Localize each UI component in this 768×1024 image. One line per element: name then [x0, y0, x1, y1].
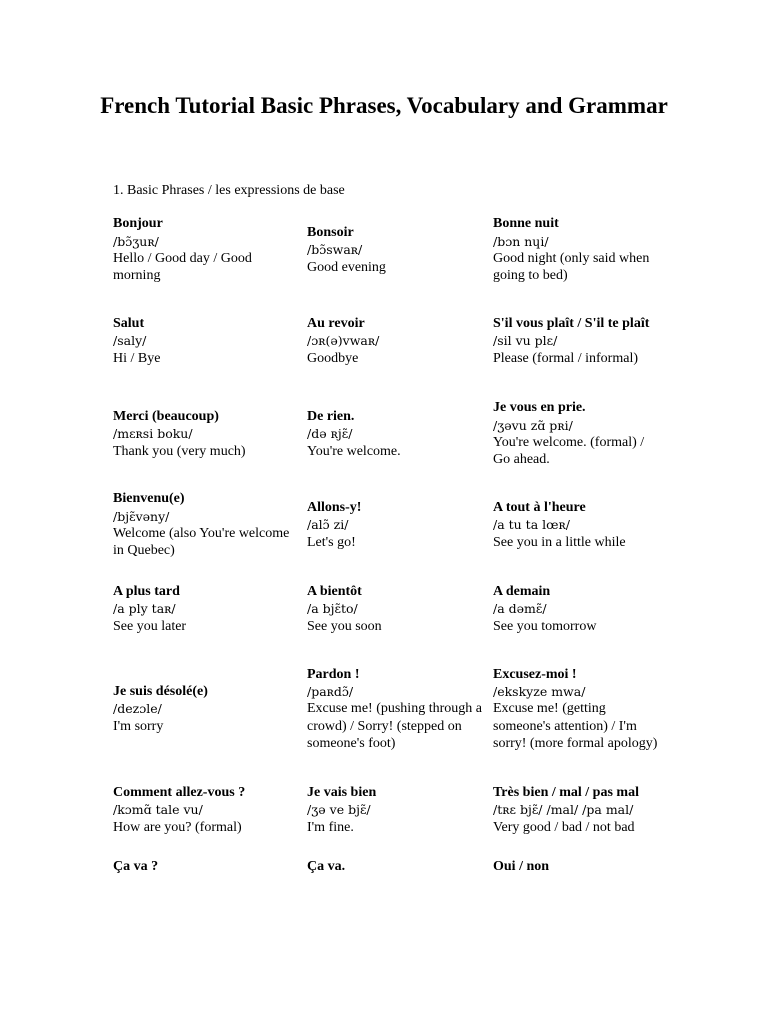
phrase-cell [113, 214, 293, 286]
phrase-term: A plus tard [113, 584, 180, 600]
phrase-meaning: Thank you (very much) [113, 443, 246, 459]
section-heading: 1. Basic Phrases / les expressions de base [113, 183, 345, 198]
phrase-cell [307, 214, 482, 286]
phrase-term: De rien. [307, 409, 355, 425]
page-title: French Tutorial Basic Phrases, Vocabulary and Grammar [100, 93, 668, 118]
phrase-term: Bonne nuit [493, 216, 559, 232]
phrase-meaning: Very good / bad / not bad [493, 819, 635, 835]
phrase-meaning: Let's go! [307, 534, 356, 550]
phrase-term: Très bien / mal / pas mal [493, 785, 639, 801]
phrase-cell [113, 305, 293, 377]
phrase-term: Je vais bien [307, 785, 377, 801]
phrase-term: Merci (beaucoup) [113, 409, 219, 425]
phrase-term: A bientôt [307, 584, 362, 600]
phrase-meaning: See you soon [307, 618, 382, 634]
phrase-pronunciation: /tʀɛ bjɛ̃/ /mal/ /pa mal/ [493, 802, 634, 818]
phrase-cell [307, 398, 482, 470]
phrase-cell [493, 582, 663, 636]
table-row [0, 305, 768, 377]
table-row [0, 858, 768, 876]
phrase-cell [493, 398, 663, 470]
phrase-term: Ça va. [307, 859, 346, 875]
phrase-pronunciation: /bɔn nɥi/ [493, 233, 549, 249]
phrase-meaning: Welcome (also You're welcome in Quebec) [113, 526, 290, 559]
phrase-pronunciation: /ʒə ve bjɛ̃/ [307, 802, 371, 818]
phrase-cell [113, 489, 293, 561]
phrase-cell [493, 656, 663, 762]
phrase-cell [307, 783, 482, 837]
phrase-pronunciation: /mɛʀsi boku/ [113, 426, 193, 442]
phrase-term: Oui / non [493, 859, 550, 875]
phrase-meaning: Good night (only said when going to bed) [493, 251, 650, 284]
phrase-meaning: See you tomorrow [493, 618, 597, 634]
phrase-meaning: See you later [113, 618, 187, 634]
phrase-term: A tout à l'heure [493, 500, 586, 516]
phrase-meaning: I'm fine. [307, 819, 354, 835]
phrase-term: Pardon ! [307, 666, 360, 682]
phrase-term: Salut [113, 316, 145, 332]
table-row [0, 656, 768, 762]
phrase-cell [113, 858, 293, 876]
phrase-meaning: See you in a little while [493, 534, 626, 550]
phrase-term: Je vous en prie. [493, 400, 586, 416]
phrase-meaning: Hi / Bye [113, 350, 161, 366]
phrase-meaning: Please (formal / informal) [493, 350, 639, 366]
phrase-pronunciation: /paʀdɔ̃/ [307, 684, 354, 700]
phrase-cell [307, 582, 482, 636]
phrase-cell [493, 783, 663, 837]
phrase-pronunciation: /alɔ̃ zi/ [307, 517, 349, 533]
phrase-term: S'il vous plaît / S'il te plaît [493, 316, 650, 332]
phrase-term: Bienvenu(e) [113, 491, 185, 507]
phrase-cell [113, 656, 293, 762]
phrase-meaning: Good evening [307, 259, 386, 275]
phrase-cell [113, 398, 293, 470]
phrase-pronunciation: /saly/ [113, 333, 147, 349]
table-row [0, 398, 768, 470]
table-row [0, 214, 768, 286]
phrase-pronunciation: /a bjɛ̃to/ [307, 601, 358, 617]
phrase-pronunciation: /a ply taʀ/ [113, 601, 176, 617]
phrase-meaning: Hello / Good day / Good morning [113, 251, 252, 284]
phrase-meaning: Excuse me! (getting someone's attention) / I'm sorry! (more formal apology) [493, 701, 658, 751]
phrase-cell [307, 489, 482, 561]
phrase-term: Bonjour [113, 216, 163, 232]
phrase-cell [307, 656, 482, 762]
phrase-term: A demain [493, 584, 551, 600]
phrase-term: Au revoir [307, 316, 365, 332]
phrase-meaning: I'm sorry [113, 718, 164, 734]
phrase-meaning: Excuse me! (pushing through a crowd) / Sorry! (stepped on someone's foot) [307, 701, 482, 751]
phrase-term: Comment allez-vous ? [113, 785, 246, 801]
phrase-cell [307, 305, 482, 377]
phrase-cell [493, 305, 663, 377]
phrase-meaning: How are you? (formal) [113, 819, 242, 835]
phrase-meaning: You're welcome. [307, 443, 401, 459]
phrase-term: Allons-y! [307, 500, 362, 516]
phrase-pronunciation: /sil vu plɛ/ [493, 333, 558, 349]
phrase-term: Je suis désolé(e) [113, 684, 208, 700]
phrase-pronunciation: /ʒəvu zɑ̃ pʀi/ [493, 417, 573, 433]
table-row [0, 582, 768, 636]
table-row [0, 489, 768, 561]
phrase-term: Excusez-moi ! [493, 666, 577, 682]
phrase-pronunciation: /də ʀjɛ̃/ [307, 426, 353, 442]
phrase-cell [113, 783, 293, 837]
phrase-pronunciation: /a tu ta lœʀ/ [493, 517, 570, 533]
phrase-cell [493, 489, 663, 561]
phrase-pronunciation: /bɔ̃swaʀ/ [307, 242, 363, 258]
table-row [0, 783, 768, 837]
phrase-pronunciation: /ekskyze mwa/ [493, 684, 586, 700]
phrase-term: Bonsoir [307, 225, 354, 241]
phrase-cell [493, 214, 663, 286]
phrase-meaning: Goodbye [307, 350, 359, 366]
phrase-term: Ça va ? [113, 859, 159, 875]
phrase-pronunciation: /a dəmɛ̃/ [493, 601, 547, 617]
phrase-pronunciation: /ɔʀ(ə)vwaʀ/ [307, 333, 380, 349]
phrase-pronunciation: /bɔ̃ʒuʀ/ [113, 233, 159, 249]
phrase-meaning: You're welcome. (formal) / Go ahead. [493, 435, 645, 468]
phrase-pronunciation: /dezɔle/ [113, 701, 162, 717]
phrase-pronunciation: /bjɛ̃vəny/ [113, 508, 170, 524]
phrase-cell [493, 858, 663, 876]
phrase-cell [307, 858, 482, 876]
phrase-pronunciation: /kɔmɑ̃ tale vu/ [113, 802, 203, 818]
phrase-cell [113, 582, 293, 636]
